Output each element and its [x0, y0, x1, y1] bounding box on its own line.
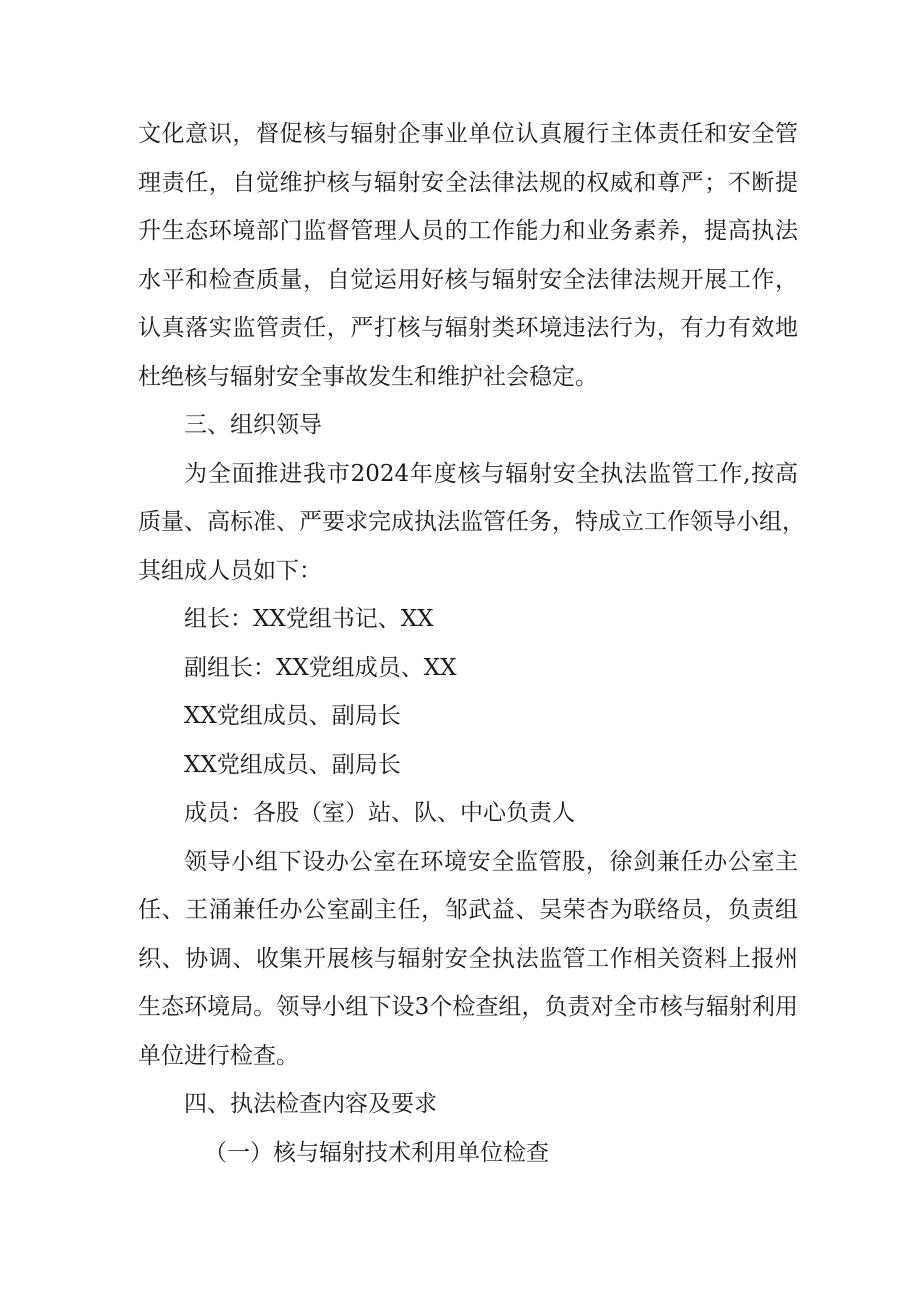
paragraph-line: 水平和检查质量，自觉运用好核与辐射安全法律法规开展工作， [138, 266, 798, 293]
member-line: XX党组成员、副局长 [184, 703, 401, 729]
paragraph-line: 理责任，自觉维护核与辐射安全法律法规的权威和尊严；不断提 [138, 169, 798, 196]
member-line: 成员：各股（室）站、队、中心负责人 [184, 800, 575, 826]
paragraph-line: 升生态环境部门监督管理人员的工作能力和业务素养，提高执法 [138, 218, 798, 244]
paragraph-line: 任、王涌兼任办公室副主任，邹武益、吴荣杏为联络员，负责组 [138, 897, 798, 923]
paragraph-line: 文化意识，督促核与辐射企事业单位认真履行主体责任和安全管 [138, 121, 798, 147]
paragraph-line: 生态环境局。领导小组下设3个检查组，负责对全市核与辐射利用 [138, 994, 798, 1020]
paragraph-line: 杜绝核与辐射安全事故发生和维护社会稳定。 [138, 363, 598, 390]
section-heading: 三、组织领导 [184, 412, 322, 438]
member-line: XX党组成员、副局长 [184, 751, 401, 778]
paragraph-line: 认真落实监管责任，严打核与辐射类环境违法行为，有力有效地 [138, 315, 798, 341]
paragraph-line: 为全面推进我市2024年度核与辐射安全执法监管工作,按高 [184, 460, 798, 487]
paragraph-line: 织、协调、收集开展核与辐射安全执法监管工作相关资料上报州 [138, 945, 798, 972]
member-line: 副组长：XX党组成员、XX [184, 654, 457, 681]
subsection-heading: （一）核与辐射技术利用单位检查 [204, 1139, 549, 1166]
paragraph-line: 质量、高标准、严要求完成执法监管任务，特成立工作领导小组， [138, 509, 805, 535]
paragraph-line: 单位进行检查。 [138, 1042, 299, 1069]
member-line: 组长：XX党组书记、XX [184, 606, 434, 632]
paragraph-line: 领导小组下设办公室在环境安全监管股，徐剑兼任办公室主 [184, 848, 798, 875]
paragraph-line: 其组成人员如下： [138, 557, 322, 584]
section-heading: 四、执法检查内容及要求 [184, 1091, 437, 1117]
document-body [138, 110, 805, 1177]
